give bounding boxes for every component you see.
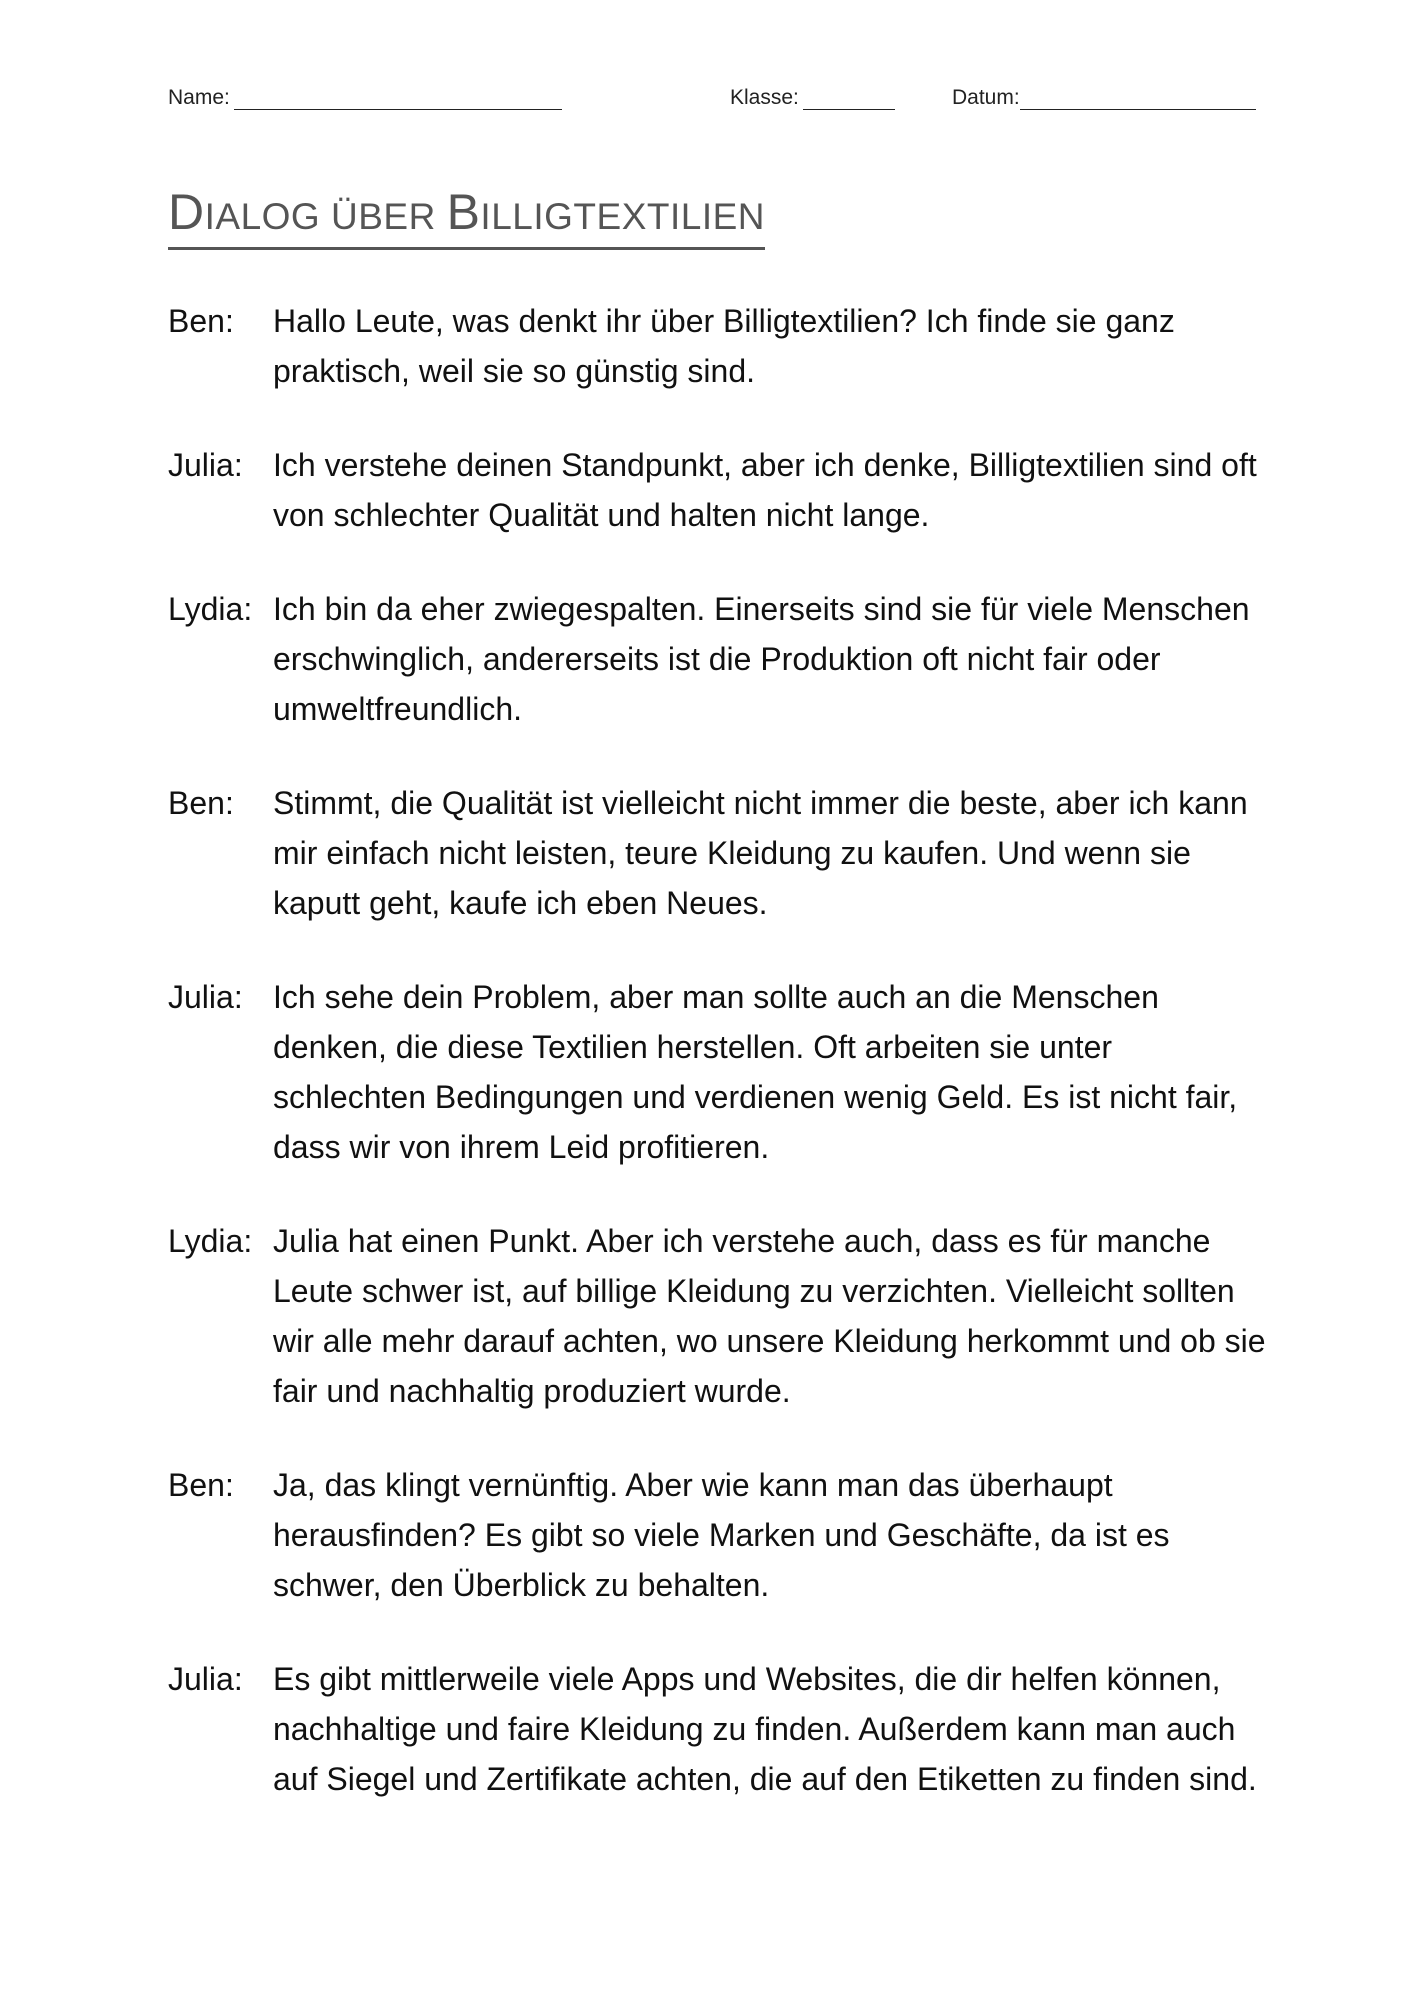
title-initial-1: D bbox=[168, 184, 205, 240]
speech-text: Ich verstehe deinen Standpunkt, aber ich denke, Billigtextilien sind oft von schlechter Qualität und halten nicht lange. bbox=[273, 447, 1257, 533]
title-rest-1: IALOG ÜBER bbox=[204, 196, 447, 237]
speech-text: Ja, das klingt vernünftig. Aber wie kann man das überhaupt herausfinden? Es gibt so viele Marken und Geschäfte, da ist es schwer, den Überblick zu behalten. bbox=[273, 1467, 1170, 1603]
datum-label: Datum: bbox=[952, 86, 1020, 109]
speaker-label: Lydia: bbox=[168, 1223, 253, 1259]
worksheet-header bbox=[168, 86, 1268, 116]
speech-text: Ich sehe dein Problem, aber man sollte auch an die Menschen denken, die diese Textilien herstellen. Oft arbeiten sie unter schlechten Bedingungen und verdienen wenig Geld. Es ist nicht fair, dass wir von ihrem Leid profitieren. bbox=[273, 979, 1238, 1165]
klasse-blank-line[interactable] bbox=[803, 87, 895, 110]
datum-blank-line[interactable] bbox=[1020, 87, 1256, 110]
name-label: Name: bbox=[168, 86, 230, 109]
page-title bbox=[168, 184, 765, 250]
title-rest-2: ILLIGTEXTILIEN bbox=[480, 196, 766, 237]
speech-text: Julia hat einen Punkt. Aber ich verstehe auch, dass es für manche Leute schwer ist, auf billige Kleidung zu verzichten. Vielleicht sollten wir alle mehr darauf achten, wo unsere Kleidung herkommt und ob sie fair und nachhaltig produziert wurde. bbox=[273, 1223, 1266, 1409]
klasse-label: Klasse: bbox=[730, 86, 799, 109]
speech-text: Hallo Leute, was denkt ihr über Billigtextilien? Ich finde sie ganz praktisch, weil sie so günstig sind. bbox=[273, 303, 1175, 389]
speech-text: Stimmt, die Qualität ist vielleicht nicht immer die beste, aber ich kann mir einfach nicht leisten, teure Kleidung zu kaufen. Und wenn sie kaputt geht, kaufe ich eben Neues. bbox=[273, 785, 1248, 921]
speech-text: Es gibt mittlerweile viele Apps und Websites, die dir helfen können, nachhaltige und faire Kleidung zu finden. Außerdem kann man auch auf Siegel und Zertifikate achten, die auf den Etiketten zu finden sind. bbox=[273, 1661, 1257, 1797]
dialog-turn bbox=[168, 972, 1268, 1172]
dialog-turn bbox=[168, 584, 1268, 734]
klasse-field[interactable] bbox=[730, 86, 895, 110]
speaker-label: Ben: bbox=[168, 785, 234, 821]
dialog-turn bbox=[168, 1654, 1268, 1804]
dialog-turn bbox=[168, 296, 1268, 396]
name-blank-line[interactable] bbox=[234, 87, 562, 110]
dialog-turn bbox=[168, 1216, 1268, 1416]
speaker-label: Julia: bbox=[168, 447, 243, 483]
speaker-label: Lydia: bbox=[168, 591, 253, 627]
dialog-turn bbox=[168, 1460, 1268, 1610]
name-field[interactable] bbox=[168, 86, 562, 110]
speech-text: Ich bin da eher zwiegespalten. Einerseits sind sie für viele Menschen erschwinglich, andererseits ist die Produktion oft nicht fair oder umweltfreundlich. bbox=[273, 591, 1250, 727]
speaker-label: Julia: bbox=[168, 1661, 243, 1697]
dialog bbox=[168, 296, 1268, 1848]
title-initial-2: B bbox=[446, 184, 481, 240]
dialog-turn bbox=[168, 778, 1268, 928]
dialog-turn bbox=[168, 440, 1268, 540]
speaker-label: Ben: bbox=[168, 303, 234, 339]
speaker-label: Julia: bbox=[168, 979, 243, 1015]
speaker-label: Ben: bbox=[168, 1467, 234, 1503]
datum-field[interactable] bbox=[952, 86, 1256, 110]
